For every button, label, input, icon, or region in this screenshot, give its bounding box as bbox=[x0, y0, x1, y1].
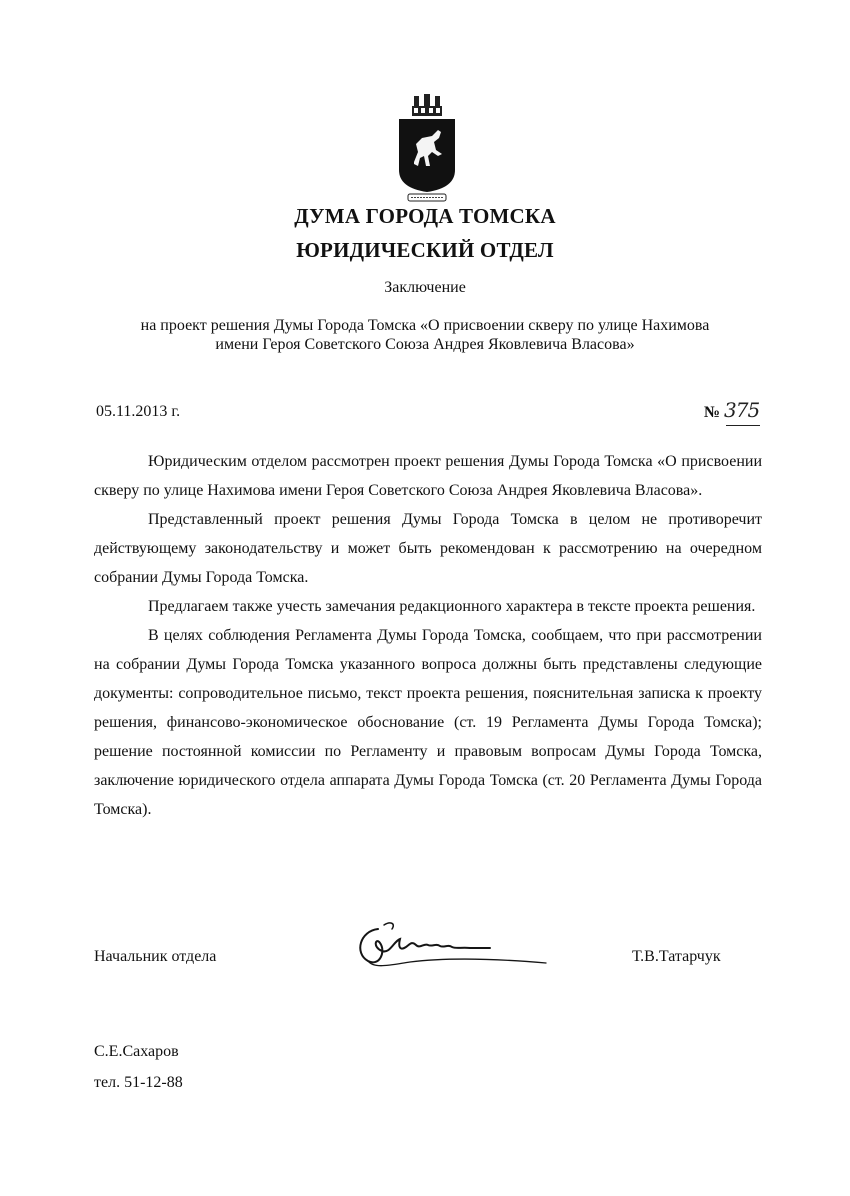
handwritten-number: 375 bbox=[724, 398, 760, 422]
body-paragraph: Предлагаем также учесть замечания редакционного характера в тексте проекта решения. bbox=[148, 598, 756, 615]
executor-block bbox=[94, 1036, 183, 1098]
executor-name: С.Е.Сахаров bbox=[94, 1043, 179, 1060]
signatory-role: Начальник отдела bbox=[94, 948, 217, 965]
document-date: 05.11.2013 г. bbox=[96, 403, 181, 420]
department-title: ЮРИДИЧЕСКИЙ ОТДЕЛ bbox=[296, 238, 554, 262]
coat-of-arms-icon bbox=[392, 92, 462, 204]
executor-phone: тел. 51-12-88 bbox=[94, 1074, 183, 1091]
body-paragraph: Представленный проект решения Думы Города Томска в целом не противоречит действующему законодательству и может быть рекомендован к рассмотрению на очередном собрании Думы Города Томска. bbox=[94, 511, 762, 586]
number-sign: № bbox=[704, 404, 721, 421]
signature-icon bbox=[350, 917, 550, 975]
document-kind: Заключение bbox=[384, 279, 466, 296]
document-body bbox=[94, 447, 762, 824]
document-number bbox=[704, 398, 790, 430]
org-title: ДУМА ГОРОДА ТОМСКА bbox=[294, 204, 556, 228]
document-subject bbox=[90, 316, 760, 354]
crown-icon bbox=[412, 94, 442, 116]
subject-line: имени Героя Советского Союза Андрея Яковлевича Власова» bbox=[215, 336, 635, 353]
signatory-name: Т.В.Татарчук bbox=[632, 948, 721, 965]
number-underline bbox=[726, 425, 760, 426]
body-paragraph: В целях соблюдения Регламента Думы Города Томска, сообщаем, что при рассмотрении на собрании Думы Города Томска указанного вопроса должны быть представлены следующие документы: сопроводительное письмо, текст проекта решения, пояснительная записка к проекту решения, финансово-экономическое обоснование (ст. 19 Регламента Думы Города Томска); решение постоянной комиссии по Регламенту и правовым вопросам Думы Города Томска, заключение юридического отдела аппарата Думы Города Томска (ст. 20 Регламента Думы Города Томска). bbox=[94, 627, 762, 818]
body-paragraph: Юридическим отделом рассмотрен проект решения Думы Города Томска «О присвоении скверу по улице Нахимова имени Героя Советского Союза Андрея Яковлевича Власова». bbox=[94, 453, 762, 499]
subject-line: на проект решения Думы Города Томска «О присвоении скверу по улице Нахимова bbox=[140, 317, 710, 334]
